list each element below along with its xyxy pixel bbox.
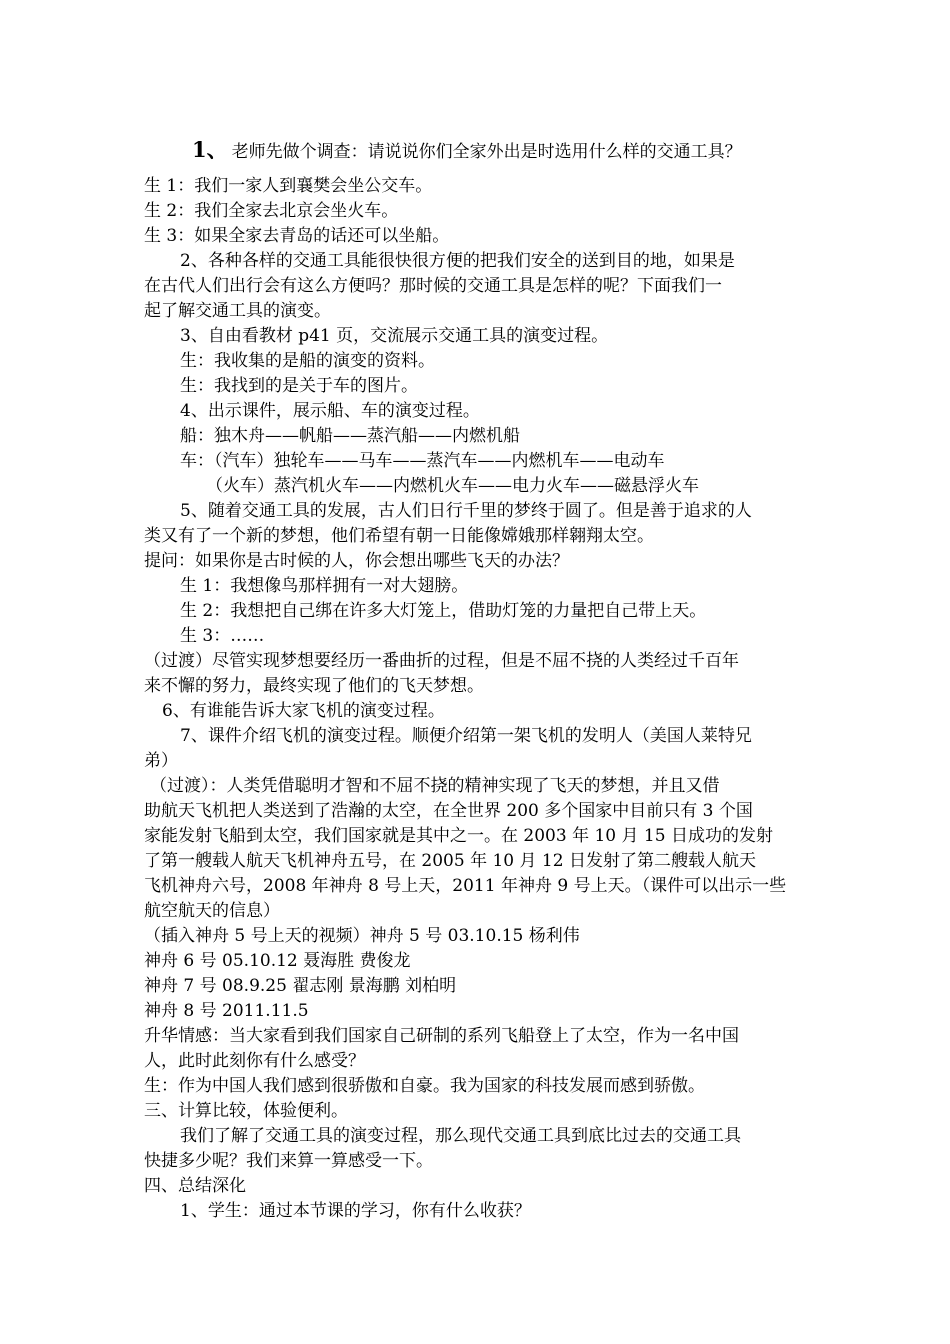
paragraph-line: 助航天飞机把人类送到了浩瀚的太空，在全世界 200 多个国家中目前只有 3 个国	[144, 801, 753, 821]
paragraph-line: 神舟 7 号 08.9.25 翟志刚 景海鹏 刘柏明	[144, 976, 457, 996]
paragraph-line: 生 2：我想把自己绑在许多大灯笼上，借助灯笼的力量把自己带上天。	[180, 601, 707, 621]
paragraph-line: 在古代人们出行会有这么方便吗？那时候的交通工具是怎样的呢？下面我们一	[144, 276, 722, 296]
paragraph-line: 四、总结深化	[144, 1176, 246, 1196]
paragraph-line: 升华情感：当大家看到我们国家自己研制的系列飞船登上了太空，作为一名中国	[144, 1026, 739, 1046]
paragraph-line: 3、自由看教材 p41 页，交流展示交通工具的演变过程。	[180, 326, 609, 346]
section-number: 1、	[192, 137, 228, 162]
paragraph-line: 神舟 6 号 05.10.12 聂海胜 费俊龙	[144, 951, 411, 971]
paragraph-line: （过渡）：人类凭借聪明才智和不屈不挠的精神实现了飞天的梦想，并且又借	[150, 776, 720, 796]
paragraph-line: （插入神舟 5 号上天的视频）神舟 5 号 03.10.15 杨利伟	[144, 926, 580, 946]
paragraph-line: 4、出示课件，展示船、车的演变过程。	[180, 401, 480, 421]
paragraph-line: 了第一艘载人航天飞机神舟五号，在 2005 年 10 月 12 日发射了第二艘载人航天	[144, 851, 756, 871]
paragraph-line: 7、课件介绍飞机的演变过程。顺便介绍第一架飞机的发明人（美国人莱特兄	[180, 726, 752, 746]
paragraph-line: 生：作为中国人我们感到很骄傲和自豪。我为国家的科技发展而感到骄傲。	[144, 1076, 705, 1096]
paragraph-line: 生 1：我想像鸟那样拥有一对大翅膀。	[180, 576, 469, 596]
paragraph-line: 生：我收集的是船的演变的资料。	[180, 351, 435, 371]
section-title-text: 老师先做个调查：请说说你们全家外出是时选用什么样的交通工具？	[231, 142, 742, 162]
section-title	[192, 138, 742, 164]
paragraph-line: 神舟 8 号 2011.11.5	[144, 1001, 309, 1021]
paragraph-line: 5、随着交通工具的发展，古人们日行千里的梦终于圆了。但是善于追求的人	[180, 501, 752, 521]
paragraph-line: 来不懈的努力，最终实现了他们的飞天梦想。	[144, 676, 484, 696]
paragraph-line: 三、计算比较，体验便利。	[144, 1101, 348, 1121]
paragraph-line: 家能发射飞船到太空，我们国家就是其中之一。在 2003 年 10 月 15 日成功的发射	[144, 826, 773, 846]
paragraph-line: 6、有谁能告诉大家飞机的演变过程。	[162, 701, 445, 721]
paragraph-line: 我们了解了交通工具的演变过程，那么现代交通工具到底比过去的交通工具	[180, 1126, 741, 1146]
paragraph-line: 快捷多少呢？我们来算一算感受一下。	[144, 1151, 433, 1171]
paragraph-line: 类又有了一个新的梦想，他们希望有朝一日能像嫦娥那样翱翔太空。	[144, 526, 654, 546]
paragraph-line: 飞机神舟六号，2008 年神舟 8 号上天，2011 年神舟 9 号上天。（课件可以出示一些	[144, 876, 787, 896]
paragraph-line: （过渡）尽管实现梦想要经历一番曲折的过程，但是不屈不挠的人类经过千百年	[144, 651, 739, 671]
paragraph-line: 提问：如果你是古时候的人，你会想出哪些飞天的办法？	[144, 551, 569, 571]
paragraph-line: 起了解交通工具的演变。	[144, 301, 331, 321]
paragraph-line: 生 3：如果全家去青岛的话还可以坐船。	[144, 226, 450, 246]
paragraph-line: 1、学生：通过本节课的学习，你有什么收获？	[180, 1201, 531, 1221]
paragraph-line: 生 1：我们一家人到襄樊会坐公交车。	[144, 176, 433, 196]
paragraph-line: 生 2：我们全家去北京会坐火车。	[144, 201, 399, 221]
paragraph-line: 生 3：……	[180, 626, 265, 646]
paragraph-line: 航空航天的信息）	[144, 901, 280, 921]
paragraph-line: 船：独木舟——帆船——蒸汽船——内燃机船	[180, 426, 520, 446]
paragraph-line: 生：我找到的是关于车的图片。	[180, 376, 418, 396]
paragraph-line: 人，此时此刻你有什么感受？	[144, 1051, 365, 1071]
paragraph-line: （火车）蒸汽机火车——内燃机火车——电力火车——磁悬浮火车	[206, 476, 699, 496]
paragraph-line: 车：（汽车）独轮车——马车——蒸汽车——内燃机车——电动车	[180, 451, 665, 471]
paragraph-line: 弟）	[144, 751, 178, 771]
paragraph-line: 2、各种各样的交通工具能很快很方便的把我们安全的送到目的地，如果是	[180, 251, 735, 271]
